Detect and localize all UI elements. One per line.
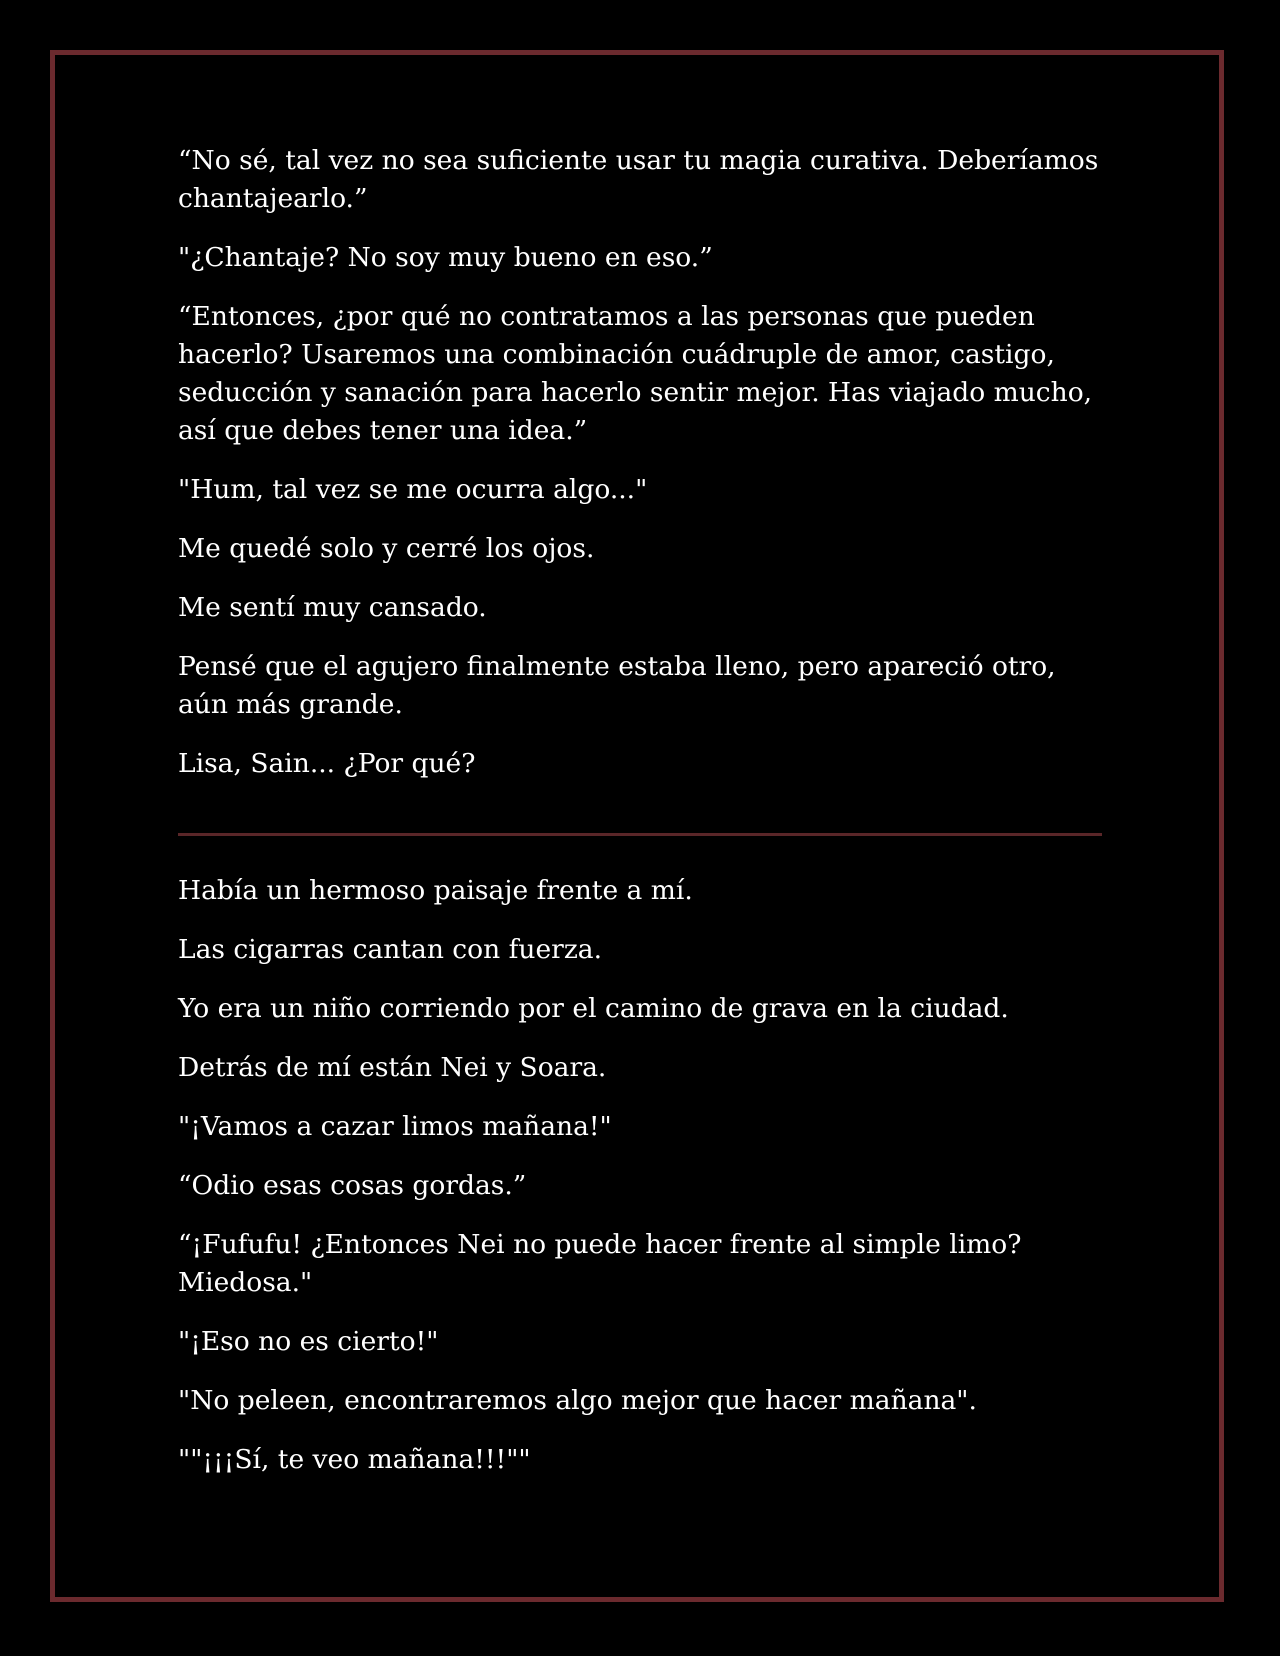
paragraph: Me sentí muy cansado. bbox=[178, 592, 487, 623]
section-2 bbox=[178, 872, 1102, 1479]
paragraph: "¡Eso no es cierto!" bbox=[178, 1326, 439, 1357]
paragraph: Lisa, Sain... ¿Por qué? bbox=[178, 748, 476, 779]
paragraph: Yo era un niño corriendo por el camino de grava en la ciudad. bbox=[178, 993, 1009, 1024]
paragraph: "¡Vamos a cazar limos mañana!" bbox=[178, 1111, 612, 1142]
paragraph: Había un hermoso paisaje frente a mí. bbox=[178, 875, 693, 906]
paragraph: Me quedé solo y cerré los ojos. bbox=[178, 533, 595, 564]
paragraph: “Entonces, ¿por qué no contratamos a las personas que pueden hacerlo? Usaremos una combinación cuádruple de amor, castigo, seducción y sanación para hacerlo sentir mejor. Has viajado mucho, así que debes tener una idea.” bbox=[178, 301, 1093, 446]
paragraph: "Hum, tal vez se me ocurra algo..." bbox=[178, 474, 648, 505]
paragraph: “No sé, tal vez no sea suficiente usar tu magia curativa. Deberíamos chantajearlo.” bbox=[178, 145, 1099, 214]
paragraph: Pensé que el agujero finalmente estaba lleno, pero apareció otro, aún más grande. bbox=[178, 651, 1056, 720]
section-divider bbox=[178, 833, 1102, 836]
paragraph: "No peleen, encontraremos algo mejor que hacer mañana". bbox=[178, 1385, 977, 1416]
chapter-text bbox=[178, 142, 1102, 1500]
paragraph: Las cigarras cantan con fuerza. bbox=[178, 934, 602, 965]
paragraph: ""¡¡¡Sí, te veo mañana!!!"" bbox=[178, 1444, 531, 1475]
paragraph: “Odio esas cosas gordas.” bbox=[178, 1170, 527, 1201]
section-1 bbox=[178, 142, 1102, 783]
paragraph: "¿Chantaje? No soy muy bueno en eso.” bbox=[178, 242, 713, 273]
paragraph: Detrás de mí están Nei y Soara. bbox=[178, 1052, 607, 1083]
paragraph: “¡Fufufu! ¿Entonces Nei no puede hacer frente al simple limo? Miedosa." bbox=[178, 1229, 1022, 1298]
